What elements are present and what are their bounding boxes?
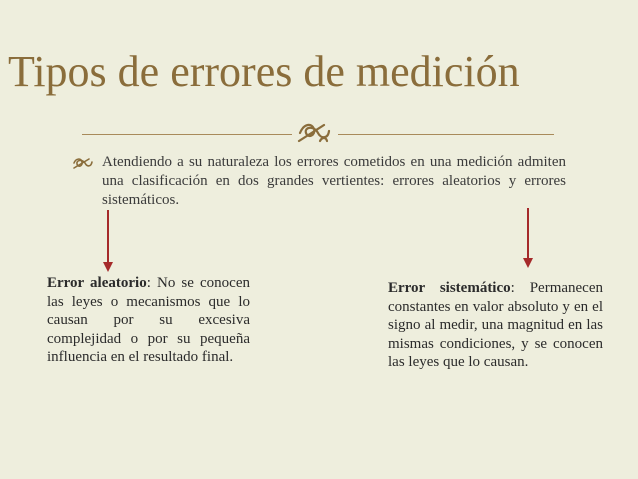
systematic-error-box: [388, 279, 603, 372]
random-error-box: [47, 274, 250, 367]
random-error-label: Error aleatorio: [47, 275, 147, 291]
random-error-text: : No se conocen las leyes o mecanismos que lo causan por su excesiva complejidad o por su pequeña influencia en el resultado final.: [47, 275, 250, 365]
arrow-down-icon: [522, 208, 534, 268]
systematic-error-label: Error sistemático: [388, 280, 511, 296]
page-title: Tipos de errores de medición: [8, 47, 520, 96]
divider-line-right: [338, 134, 554, 135]
intro-paragraph: Atendiendo a su naturaleza los errores cometidos en una medición admiten una clasificación en dos grandes vertientes: errores aleatorios y errores sistemáticos.: [102, 154, 566, 208]
divider-line-left: [82, 134, 292, 135]
systematic-error-text: : Permanecen constantes en valor absoluto y en el signo al medir, una magnitud en las mismas condiciones, y se conocen las leyes que lo causan.: [388, 280, 603, 370]
arrow-down-icon: [102, 210, 114, 272]
ornament-icon: [296, 119, 332, 147]
